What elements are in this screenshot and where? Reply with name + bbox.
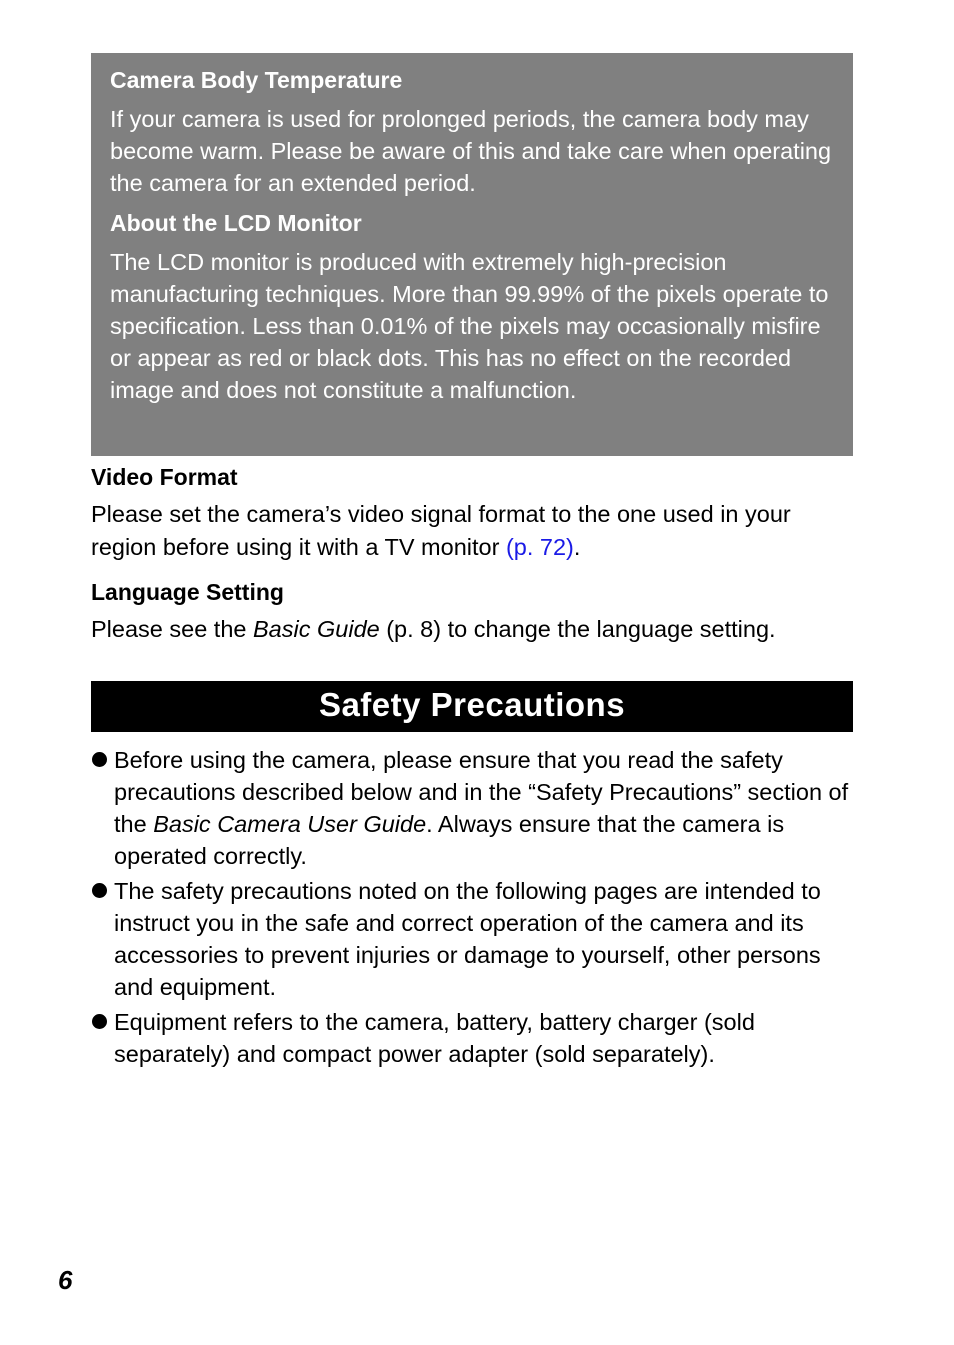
language-text-part: Please see the: [91, 616, 253, 642]
bullet-text-part: Before using the camera, please ensure that you read the safety precautions described below and in the “Safety Precautions” section of the: [114, 747, 849, 837]
page-72-link[interactable]: (p. 72): [505, 534, 574, 560]
bullet-icon: [92, 752, 107, 767]
language-setting-heading: Language Setting: [91, 579, 284, 605]
camera-body-temperature-text: If your camera is used for prolonged periods, the camera body may become warm. Please be aware of this and take care when operating the camera for an extended period.: [110, 106, 832, 196]
video-format-text-end: .: [573, 534, 581, 560]
bullet-text-end: . Always ensure that the camera is operated correctly.: [114, 811, 785, 869]
list-item: [91, 744, 861, 872]
safety-precautions-banner: Safety Precautions: [91, 681, 853, 732]
basic-guide-title: Basic Guide: [253, 616, 380, 642]
language-text-end: (p. 8) to change the language setting.: [379, 616, 776, 642]
bullet-text: Equipment refers to the camera, battery, battery charger (sold separately) and compact power adapter (sold separately).: [114, 1009, 755, 1067]
video-format-text: [91, 498, 861, 564]
language-setting-text: [91, 613, 861, 646]
page-number: 6: [58, 1265, 73, 1295]
list-item: [91, 1006, 861, 1070]
basic-camera-user-guide-title: Basic Camera User Guide: [153, 811, 427, 837]
bullet-icon: [92, 883, 107, 898]
bullet-text: The safety precautions noted on the following pages are intended to instruct you in the safe and correct operation of the camera and its accessories to prevent injuries or damage to yourself, other persons and equipment.: [114, 878, 821, 1000]
bullet-icon: [92, 1014, 107, 1029]
video-format-heading: Video Format: [91, 464, 238, 490]
notes-box: [91, 53, 853, 456]
video-format-text-part: Please set the camera’s video signal format to the one used in your region before using it with a TV monitor: [91, 501, 791, 560]
lcd-monitor-text: The LCD monitor is produced with extremely high-precision manufacturing techniques. More than 99.99% of the pixels operate to specification. Less than 0.01% of the pixels may occasionally misfire or appear as red or black dots. This has no effect on the recorded image and does not constitute a malfunction.: [110, 249, 829, 403]
list-item: [91, 875, 861, 1003]
lcd-monitor-heading: About the LCD Monitor: [110, 210, 362, 236]
video-format-section: [91, 462, 861, 564]
safety-bullet-list: [91, 744, 861, 1073]
language-setting-section: [91, 577, 861, 646]
camera-body-temperature-heading: Camera Body Temperature: [110, 67, 403, 93]
